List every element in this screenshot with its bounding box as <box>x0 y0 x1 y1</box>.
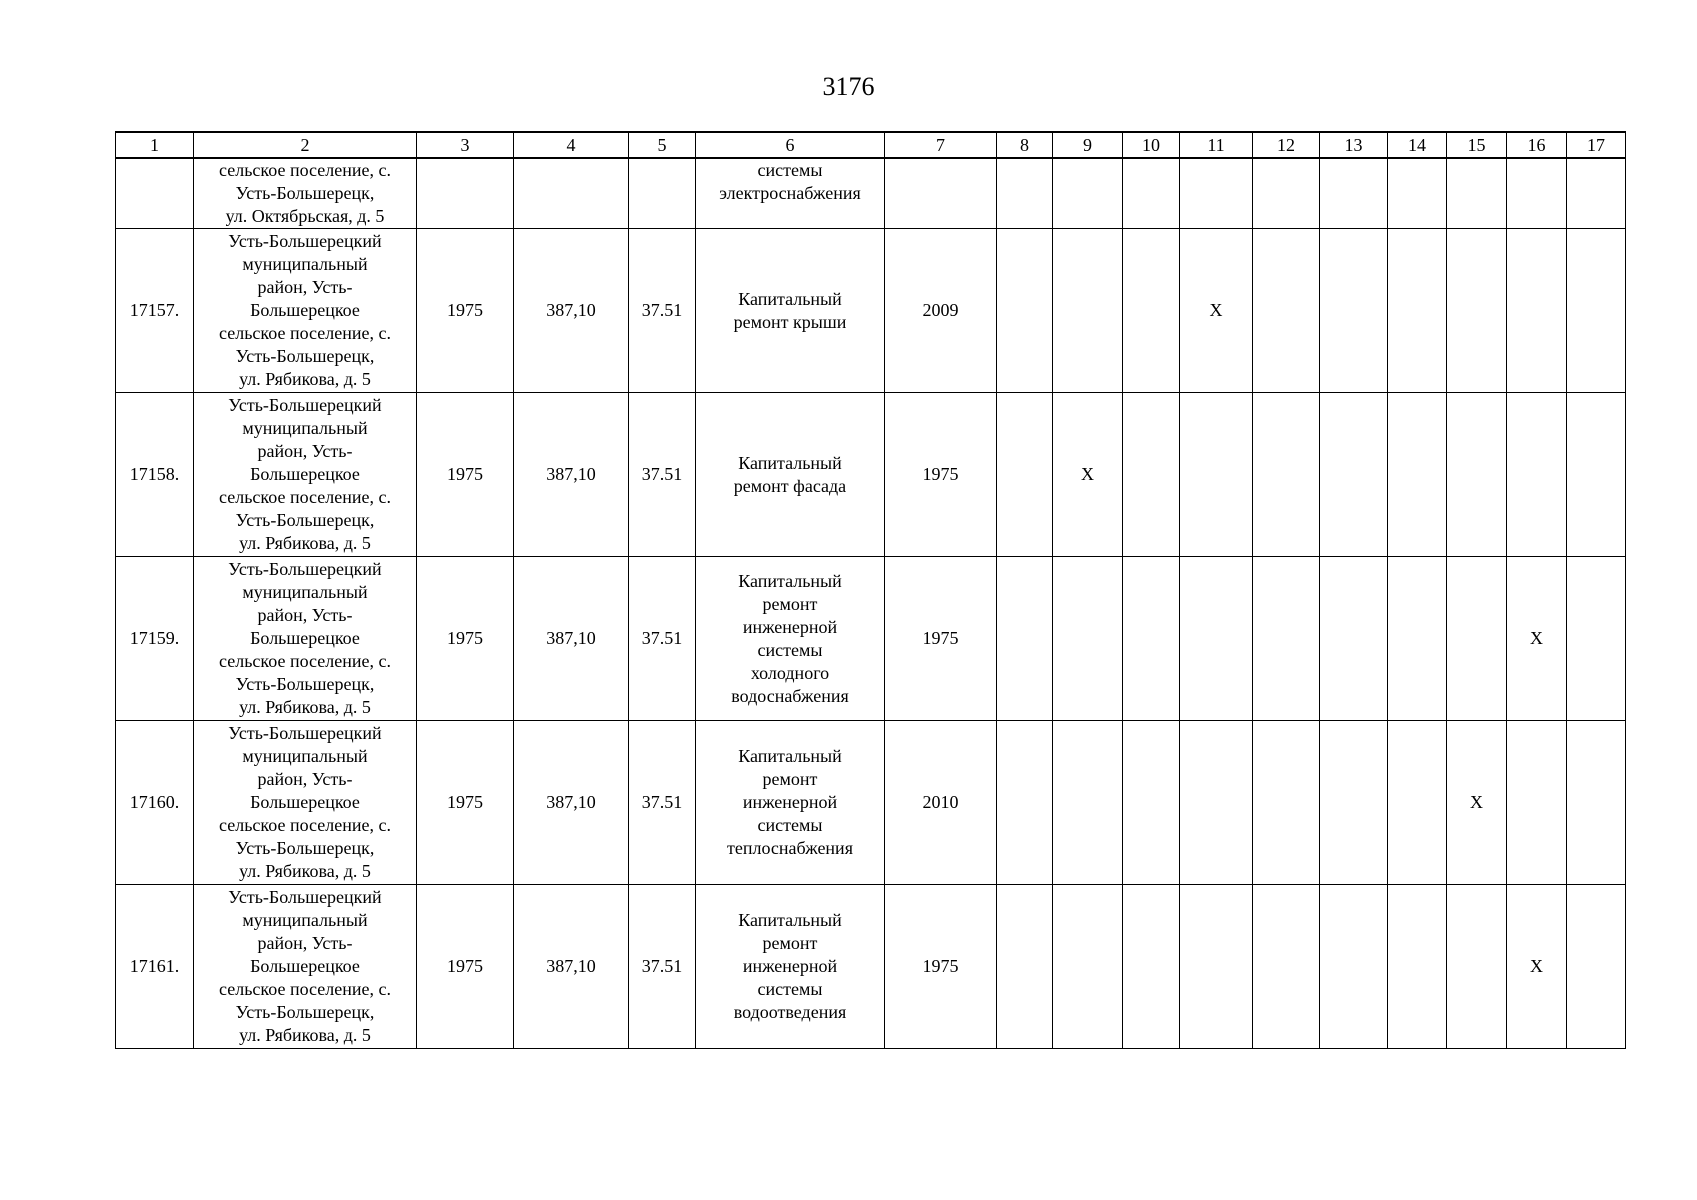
mark-cell <box>1053 885 1123 1049</box>
mark-cell <box>1123 158 1180 229</box>
mark-cell <box>1180 557 1253 721</box>
mark-cell <box>1447 393 1507 557</box>
code-cell: 37.51 <box>629 229 696 393</box>
work-type-cell: Капитальный ремонт инженерной системы водоотведения <box>696 885 885 1049</box>
mark-cell <box>997 158 1053 229</box>
continued-row <box>116 158 1626 229</box>
mark-cell: X <box>1053 393 1123 557</box>
row-number-cell: 17158. <box>116 393 194 557</box>
column-header: 5 <box>629 132 696 158</box>
year-built-cell: 1975 <box>417 721 514 885</box>
address-cell: Усть-Большерецкий муниципальный район, Усть- Большерецкое сельское поселение, с. Усть-Большерецк, ул. Рябикова, д. 5 <box>194 229 417 393</box>
column-number-row <box>116 132 1626 158</box>
code-cell: 37.51 <box>629 393 696 557</box>
mark-cell <box>997 557 1053 721</box>
mark-cell <box>1320 721 1388 885</box>
mark-cell <box>997 393 1053 557</box>
mark-cell <box>1320 885 1388 1049</box>
column-header: 6 <box>696 132 885 158</box>
year-built-cell: 1975 <box>417 557 514 721</box>
mark-cell <box>1567 557 1626 721</box>
mark-cell <box>1507 393 1567 557</box>
column-header: 16 <box>1507 132 1567 158</box>
column-header: 8 <box>997 132 1053 158</box>
mark-cell <box>1253 721 1320 885</box>
row-number-cell <box>116 158 194 229</box>
column-header: 17 <box>1567 132 1626 158</box>
repair-year-cell <box>885 158 997 229</box>
mark-cell <box>997 721 1053 885</box>
work-type-cell: Капитальный ремонт инженерной системы теплоснабжения <box>696 721 885 885</box>
column-header: 10 <box>1123 132 1180 158</box>
mark-cell <box>1123 721 1180 885</box>
mark-cell <box>1320 557 1388 721</box>
mark-cell <box>1388 158 1447 229</box>
mark-cell <box>1567 229 1626 393</box>
work-type-cell: Капитальный ремонт крыши <box>696 229 885 393</box>
column-header: 12 <box>1253 132 1320 158</box>
mark-cell: X <box>1447 721 1507 885</box>
mark-cell <box>1123 229 1180 393</box>
column-header: 11 <box>1180 132 1253 158</box>
mark-cell <box>1388 721 1447 885</box>
mark-cell <box>1567 158 1626 229</box>
area-cell: 387,10 <box>514 229 629 393</box>
year-built-cell <box>417 158 514 229</box>
mark-cell <box>1253 885 1320 1049</box>
work-type-cell: системы электроснабжения <box>696 158 885 229</box>
mark-cell <box>1253 557 1320 721</box>
area-cell <box>514 158 629 229</box>
year-built-cell: 1975 <box>417 229 514 393</box>
code-cell: 37.51 <box>629 721 696 885</box>
repair-year-cell: 1975 <box>885 557 997 721</box>
column-header: 3 <box>417 132 514 158</box>
area-cell: 387,10 <box>514 393 629 557</box>
address-cell: Усть-Большерецкий муниципальный район, Усть- Большерецкое сельское поселение, с. Усть-Большерецк, ул. Рябикова, д. 5 <box>194 721 417 885</box>
table-row <box>116 557 1626 721</box>
row-number-cell: 17157. <box>116 229 194 393</box>
mark-cell <box>1447 158 1507 229</box>
mark-cell <box>1320 158 1388 229</box>
work-type-cell: Капитальный ремонт инженерной системы холодного водоснабжения <box>696 557 885 721</box>
mark-cell <box>1388 885 1447 1049</box>
column-header: 15 <box>1447 132 1507 158</box>
year-built-cell: 1975 <box>417 393 514 557</box>
mark-cell <box>997 885 1053 1049</box>
year-built-cell: 1975 <box>417 885 514 1049</box>
code-cell: 37.51 <box>629 557 696 721</box>
column-header: 13 <box>1320 132 1388 158</box>
mark-cell <box>1123 885 1180 1049</box>
address-cell: Усть-Большерецкий муниципальный район, Усть- Большерецкое сельское поселение, с. Усть-Большерецк, ул. Рябикова, д. 5 <box>194 885 417 1049</box>
column-header: 9 <box>1053 132 1123 158</box>
mark-cell <box>1567 885 1626 1049</box>
repair-year-cell: 1975 <box>885 885 997 1049</box>
mark-cell <box>1507 158 1567 229</box>
column-header: 4 <box>514 132 629 158</box>
table-row <box>116 885 1626 1049</box>
address-cell: Усть-Большерецкий муниципальный район, Усть- Большерецкое сельское поселение, с. Усть-Большерецк, ул. Рябикова, д. 5 <box>194 393 417 557</box>
mark-cell <box>1447 557 1507 721</box>
mark-cell <box>1447 229 1507 393</box>
area-cell: 387,10 <box>514 721 629 885</box>
mark-cell <box>1447 885 1507 1049</box>
mark-cell <box>1388 229 1447 393</box>
row-number-cell: 17160. <box>116 721 194 885</box>
repair-year-cell: 2010 <box>885 721 997 885</box>
mark-cell: X <box>1180 229 1253 393</box>
mark-cell <box>1567 393 1626 557</box>
address-cell: Усть-Большерецкий муниципальный район, Усть- Большерецкое сельское поселение, с. Усть-Большерецк, ул. Рябикова, д. 5 <box>194 557 417 721</box>
mark-cell <box>1180 158 1253 229</box>
column-header: 2 <box>194 132 417 158</box>
area-cell: 387,10 <box>514 557 629 721</box>
table-row <box>116 229 1626 393</box>
mark-cell <box>1507 229 1567 393</box>
mark-cell: X <box>1507 557 1567 721</box>
mark-cell <box>1320 393 1388 557</box>
address-cell: сельское поселение, с. Усть-Большерецк, ул. Октябрьская, д. 5 <box>194 158 417 229</box>
mark-cell <box>1123 393 1180 557</box>
mark-cell: X <box>1507 885 1567 1049</box>
code-cell <box>629 158 696 229</box>
column-header: 7 <box>885 132 997 158</box>
mark-cell <box>1053 229 1123 393</box>
repair-year-cell: 2009 <box>885 229 997 393</box>
mark-cell <box>997 229 1053 393</box>
mark-cell <box>1253 158 1320 229</box>
mark-cell <box>1507 721 1567 885</box>
table-row <box>116 721 1626 885</box>
row-number-cell: 17161. <box>116 885 194 1049</box>
row-number-cell: 17159. <box>116 557 194 721</box>
mark-cell <box>1388 557 1447 721</box>
table-row <box>116 393 1626 557</box>
column-header: 14 <box>1388 132 1447 158</box>
mark-cell <box>1253 393 1320 557</box>
mark-cell <box>1253 229 1320 393</box>
mark-cell <box>1320 229 1388 393</box>
mark-cell <box>1180 721 1253 885</box>
area-cell: 387,10 <box>514 885 629 1049</box>
mark-cell <box>1388 393 1447 557</box>
column-header: 1 <box>116 132 194 158</box>
mark-cell <box>1180 885 1253 1049</box>
repair-year-cell: 1975 <box>885 393 997 557</box>
mark-cell <box>1053 721 1123 885</box>
code-cell: 37.51 <box>629 885 696 1049</box>
repair-schedule-table <box>115 131 1626 1049</box>
mark-cell <box>1053 557 1123 721</box>
mark-cell <box>1123 557 1180 721</box>
mark-cell <box>1567 721 1626 885</box>
work-type-cell: Капитальный ремонт фасада <box>696 393 885 557</box>
page-number: 3176 <box>822 72 875 101</box>
mark-cell <box>1053 158 1123 229</box>
mark-cell <box>1180 393 1253 557</box>
